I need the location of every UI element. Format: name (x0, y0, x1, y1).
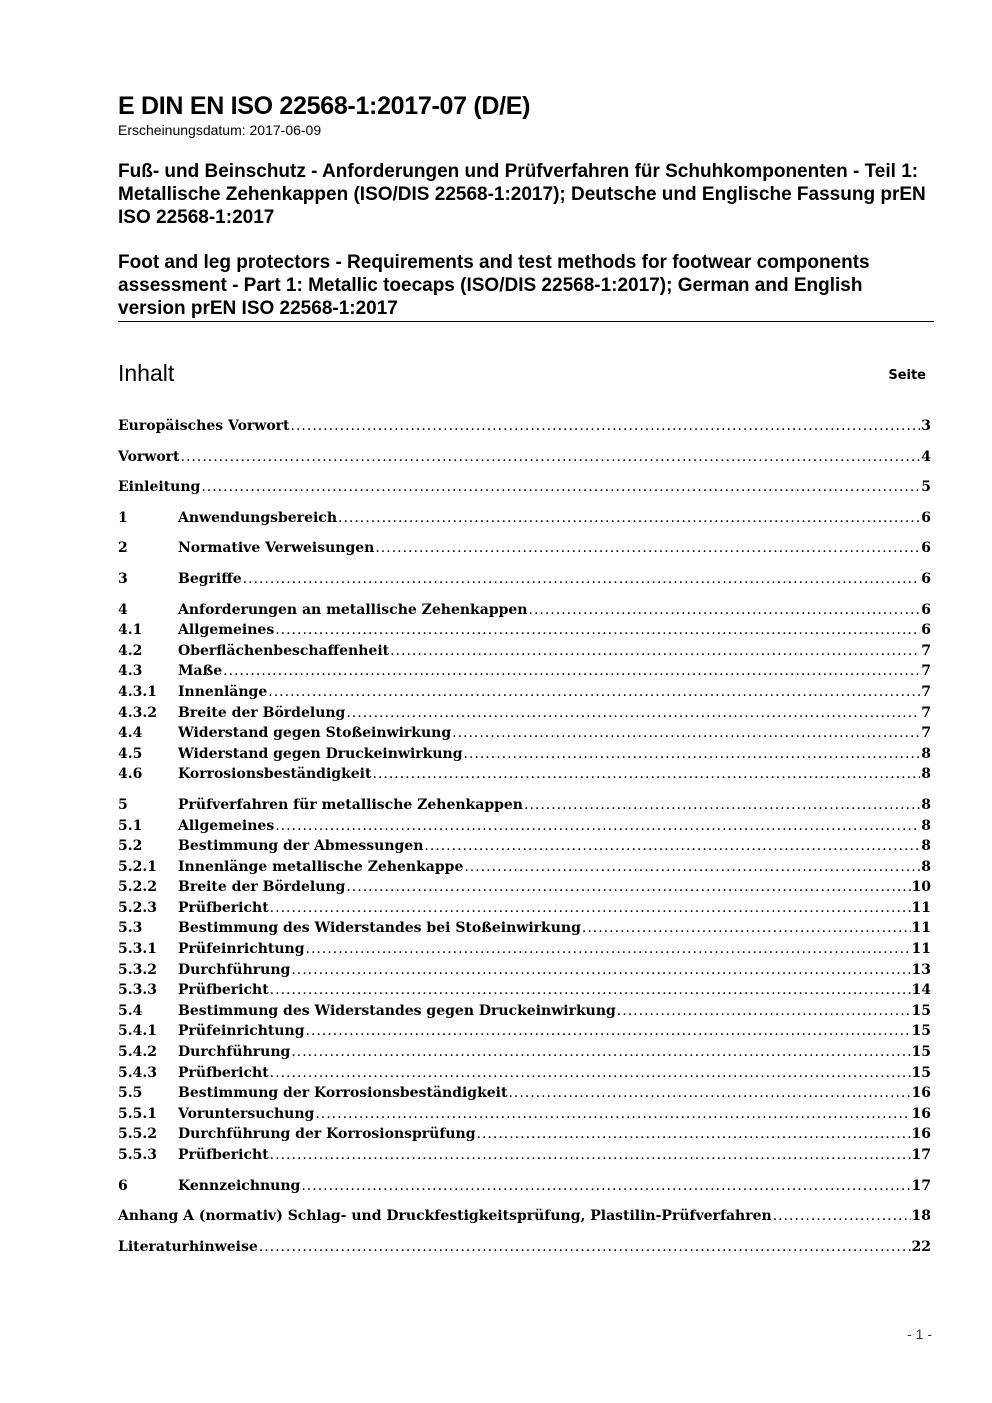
toc-entry-page: 18 (911, 1208, 931, 1225)
toc-entry-label: Prüfbericht (178, 899, 269, 916)
toc-dot-leader (529, 600, 921, 621)
toc-entry-number: 5.4.3 (118, 1064, 157, 1081)
toc-entry-page: 16 (911, 1085, 931, 1102)
toc-entry-label: Innenlänge (178, 683, 268, 700)
toc-entry-page: 17 (911, 1177, 931, 1194)
toc-entry[interactable] (118, 1124, 931, 1145)
toc-entry-number: 5.3.3 (118, 982, 157, 999)
toc-entry[interactable] (118, 538, 931, 559)
toc-entry[interactable] (118, 682, 931, 703)
toc-entry-number: 5.1 (118, 817, 143, 834)
toc-entry-label: Einleitung (118, 479, 201, 496)
toc-dot-leader (306, 939, 911, 960)
toc-dot-leader (524, 795, 920, 816)
toc-entry[interactable] (118, 1206, 931, 1227)
toc-entry[interactable] (118, 877, 931, 898)
toc-dot-leader (270, 1145, 911, 1166)
toc-dot-leader (464, 857, 920, 878)
toc-dot-leader (259, 1237, 911, 1258)
toc-entry-label: Bestimmung des Widerstandes bei Stoßeinwirkung (178, 920, 581, 937)
toc-entry-page: 17 (911, 1147, 931, 1163)
document-id: E DIN EN ISO 22568-1:2017-07 (D/E) (118, 92, 531, 120)
toc-entry-number: 5.3.1 (118, 941, 157, 958)
toc-entry-page: 7 (921, 683, 931, 700)
toc-entry[interactable] (118, 764, 931, 785)
toc-entry-number: 5.3.2 (118, 961, 157, 978)
toc-dot-leader (390, 641, 920, 662)
toc-entry-page: 8 (921, 796, 931, 813)
toc-entry[interactable] (118, 600, 931, 621)
toc-dot-leader (268, 682, 920, 703)
toc-entry-number: 5.3 (118, 920, 143, 937)
toc-entry-number: 4 (118, 601, 128, 618)
toc-entry-page: 8 (921, 817, 931, 834)
toc-dot-leader (181, 447, 921, 468)
toc-entry-label: Korrosionsbeständigkeit (178, 766, 372, 783)
title-german: Fuß- und Beinschutz - Anforderungen und Prüfverfahren für Schuhkomponenten - Teil 1: Metallische Zehenkappen (ISO/DIS 22568-1:2017); Deutsche und Englische Fassung prEN ISO 22568-1:2017 (118, 161, 926, 228)
toc-dot-leader (275, 620, 920, 641)
toc-entry[interactable] (118, 1063, 931, 1084)
toc-entry-label: Durchführung (178, 1044, 291, 1061)
toc-entry-page: 5 (921, 479, 931, 496)
toc-entry-label: Begriffe (178, 570, 242, 587)
toc-dot-leader (291, 416, 921, 437)
toc-dot-leader (338, 508, 920, 529)
toc-heading: Inhalt (118, 360, 175, 386)
toc-entry[interactable] (118, 795, 931, 816)
toc-dot-leader (464, 744, 921, 765)
toc-entry-label: Durchführung (178, 961, 291, 978)
toc-entry-number: 2 (118, 540, 128, 557)
toc-entry-label: Normative Verweisungen (178, 540, 375, 557)
toc-dot-leader (270, 1063, 911, 1084)
toc-entry[interactable] (118, 620, 931, 641)
toc-dot-leader (301, 1176, 910, 1197)
toc-entry[interactable] (118, 1237, 931, 1258)
toc-dot-leader (201, 477, 920, 498)
toc-entry-label: Prüfeinrichtung (178, 941, 305, 958)
toc-dot-leader (270, 898, 911, 919)
toc-entry[interactable] (118, 641, 931, 662)
toc-entry-page: 15 (911, 1044, 931, 1061)
toc-dot-leader (270, 980, 911, 1001)
toc-dot-leader (617, 1001, 911, 1022)
toc-entry-number: 5.2 (118, 838, 143, 855)
toc-entry-number: 5.4 (118, 1002, 143, 1019)
toc-entry-number: 6 (118, 1177, 128, 1194)
toc-entry-label: Anwendungsbereich (178, 509, 337, 526)
toc-entry-label: Prüfverfahren für metallische Zehenkappen (178, 796, 523, 813)
toc-dot-leader (346, 703, 920, 724)
toc-entry-number: 5.4.2 (118, 1044, 157, 1061)
toc-entry-number: 4.4 (118, 725, 143, 742)
toc-entry[interactable] (118, 857, 931, 878)
toc-entry-label: Widerstand gegen Stoßeinwirkung (178, 725, 452, 742)
toc-dot-leader (424, 836, 920, 857)
toc-entry-label: Maße (178, 663, 223, 680)
toc-entry[interactable] (118, 1104, 931, 1125)
toc-entry[interactable] (118, 508, 931, 529)
toc-entry[interactable] (118, 816, 931, 837)
toc-dot-leader (773, 1206, 911, 1227)
toc-entry-number: 5 (118, 796, 128, 813)
toc-entry-number: 5.2.2 (118, 879, 157, 896)
toc-entry-label: Bestimmung des Widerstandes gegen Druckeinwirkung (178, 1002, 616, 1019)
toc-entry-page: 15 (911, 1064, 931, 1081)
toc-entry-page: 8 (921, 858, 931, 875)
title-english: Foot and leg protectors - Requirements and test methods for footwear components assessment - Part 1: Metallic toecaps (ISO/DIS 22568-1:2017); German and English version prEN ISO 22568-1:2017 (118, 252, 870, 319)
toc-entry-page: 8 (921, 766, 931, 783)
toc-dot-leader (223, 661, 920, 682)
toc-entry[interactable] (118, 898, 931, 919)
toc-entry-page: 3 (921, 418, 931, 434)
toc-entry-page: 15 (911, 1002, 931, 1019)
toc-entry-page: 7 (921, 704, 931, 721)
toc-entry-page: 14 (911, 982, 931, 999)
toc-entry-number: 3 (118, 570, 128, 587)
toc-entry-label: Literaturhinweise (118, 1238, 258, 1255)
toc-entry-page: 8 (921, 745, 931, 762)
toc-entry-number: 4.2 (118, 642, 143, 659)
toc-entry[interactable] (118, 447, 931, 468)
toc-entry-page: 8 (921, 838, 931, 855)
toc-entry-label: Breite der Bördelung (178, 879, 346, 896)
toc-entry[interactable] (118, 703, 931, 724)
toc-entry[interactable] (118, 1001, 931, 1022)
toc-page-column-label: Seite (888, 368, 926, 383)
toc-dot-leader (315, 1104, 910, 1125)
toc-entry-page: 16 (911, 1126, 931, 1143)
toc-entry-page: 7 (921, 663, 931, 680)
toc-entry-page: 4 (921, 448, 931, 465)
toc-dot-leader (452, 723, 920, 744)
toc-entry-number: 5.2.3 (118, 899, 157, 916)
toc-entry[interactable] (118, 836, 931, 857)
toc-entry-number: 4.5 (118, 745, 143, 762)
toc-entry-label: Breite der Bördelung (178, 704, 346, 721)
toc-dot-leader (508, 1083, 910, 1104)
toc-entry-label: Anhang A (normativ) Schlag- und Druckfestigkeitsprüfung, Plastilin-Prüfverfahren (118, 1208, 772, 1225)
toc-entry-number: 5.5.2 (118, 1126, 157, 1143)
toc-entry-label: Vorwort (118, 448, 180, 465)
toc-entry-number: 5.5.3 (118, 1147, 157, 1163)
toc-entry[interactable] (118, 1145, 931, 1166)
toc-entry-label: Prüfbericht (178, 1064, 269, 1081)
toc-dot-leader (275, 816, 920, 837)
page-number: - 1 - (907, 1326, 932, 1342)
toc-dot-leader (291, 1042, 910, 1063)
toc-entry[interactable] (118, 744, 931, 765)
toc-entry-label: Voruntersuchung (178, 1105, 315, 1122)
toc-entry-page: 16 (911, 1105, 931, 1122)
toc-entry[interactable] (118, 918, 931, 939)
toc-entry-label: Bestimmung der Abmessungen (178, 838, 424, 855)
toc-entry-number: 4.3.1 (118, 683, 157, 700)
toc-entry-number: 5.2.1 (118, 858, 157, 875)
toc-entry[interactable] (118, 1021, 931, 1042)
toc-entry-label: Europäisches Vorwort (118, 418, 290, 434)
toc-entry-page: 7 (921, 725, 931, 742)
toc-dot-leader (372, 764, 920, 785)
toc-entry-label: Allgemeines (178, 817, 275, 834)
toc-entry-page: 22 (911, 1238, 931, 1255)
toc-dot-leader (375, 538, 920, 559)
toc-entry-number: 5.5.1 (118, 1105, 157, 1122)
toc-entry-page: 15 (911, 1023, 931, 1040)
toc-entry-label: Durchführung der Korrosionsprüfung (178, 1126, 476, 1143)
toc-entry-label: Bestimmung der Korrosionsbeständigkeit (178, 1085, 508, 1102)
toc-entry[interactable] (118, 477, 931, 498)
toc-entry[interactable] (118, 960, 931, 981)
toc-entry-page: 6 (921, 540, 931, 557)
toc-entry-label: Allgemeines (178, 622, 275, 639)
toc-entry-page: 7 (921, 642, 931, 659)
toc-entry-number: 4.6 (118, 766, 143, 783)
toc-entry-page: 10 (911, 879, 931, 896)
toc-entry[interactable] (118, 980, 931, 1001)
toc-dot-leader (291, 960, 910, 981)
toc-entry-page: 6 (921, 601, 931, 618)
toc-entry-label: Anforderungen an metallische Zehenkappen (178, 601, 528, 618)
toc-entry[interactable] (118, 661, 931, 682)
publication-date: Erscheinungsdatum: 2017-06-09 (118, 122, 322, 138)
toc-entry-number: 4.3.2 (118, 704, 157, 721)
toc-entry-page: 11 (911, 899, 931, 916)
toc-entry-label: Oberflächenbeschaffenheit (178, 642, 390, 659)
toc-entry-label: Kennzeichnung (178, 1177, 301, 1194)
toc-entry-label: Innenlänge metallische Zehenkappe (178, 858, 464, 875)
toc-entry[interactable] (118, 1042, 931, 1063)
toc-entry[interactable] (118, 1176, 931, 1197)
toc-entry-page: 11 (911, 941, 931, 958)
toc-entry-page: 13 (911, 961, 931, 978)
toc-entry-label: Prüfbericht (178, 1147, 269, 1163)
toc-entry-number: 4.1 (118, 622, 143, 639)
toc-dot-leader (582, 918, 911, 939)
toc-entry-page: 6 (921, 570, 931, 587)
toc-entry-number: 4.3 (118, 663, 143, 680)
toc-entry-label: Prüfbericht (178, 982, 269, 999)
toc-entry[interactable] (118, 416, 931, 437)
toc-entry-number: 1 (118, 509, 128, 526)
toc-dot-leader (306, 1021, 911, 1042)
toc-entry[interactable] (118, 939, 931, 960)
toc-entry-page: 6 (921, 509, 931, 526)
toc-entry-page: 11 (911, 920, 931, 937)
toc-entry-label: Prüfeinrichtung (178, 1023, 305, 1040)
toc-entry-page: 6 (921, 622, 931, 639)
toc-entry-number: 5.4.1 (118, 1023, 157, 1040)
toc-entry-label: Widerstand gegen Druckeinwirkung (178, 745, 463, 762)
toc-dot-leader (243, 569, 921, 590)
toc-entry[interactable] (118, 1083, 931, 1104)
toc-entry[interactable] (118, 723, 931, 744)
table-of-contents (118, 416, 931, 1257)
title-divider (118, 321, 934, 322)
toc-entry-number: 5.5 (118, 1085, 143, 1102)
toc-dot-leader (346, 877, 910, 898)
toc-dot-leader (477, 1124, 911, 1145)
toc-entry[interactable] (118, 569, 931, 590)
